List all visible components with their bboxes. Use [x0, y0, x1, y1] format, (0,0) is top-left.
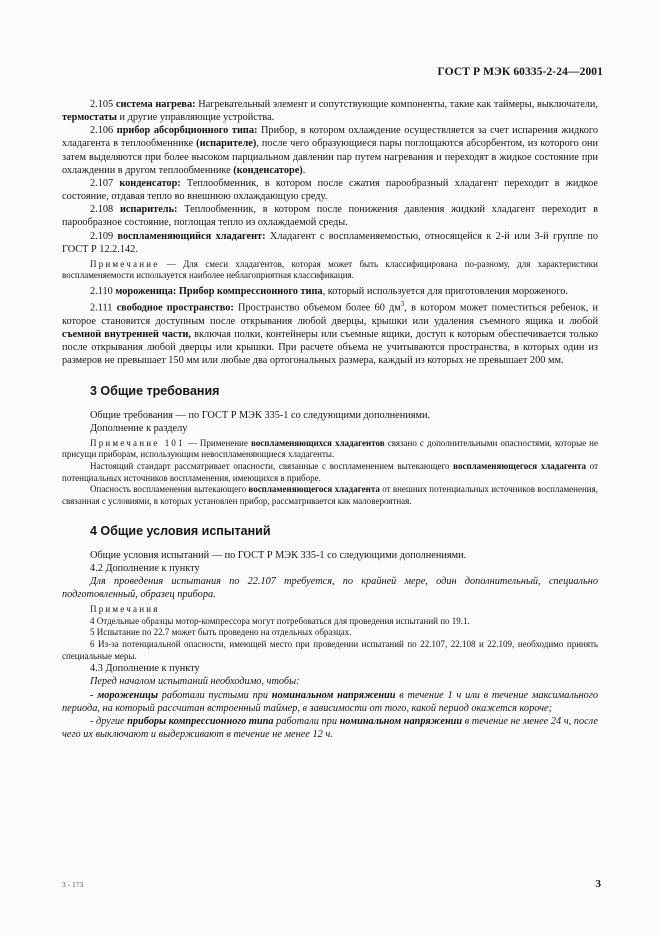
- section-3-scope-paragraph: Настоящий стандарт рассматривает опасности, связанные с воспламенением вытекающего воспламеняющегося хладагента от потенциальных источников воспламенения, имеющихся в приборе.: [62, 461, 598, 483]
- note-4: 4 Отдельные образцы мотор-компрессора могут потребоваться для проведения испытаний по 19.1.: [90, 615, 470, 626]
- section-4-heading: 4 Общие условия испытаний: [90, 524, 271, 539]
- print-mark: 3 - 173: [62, 880, 84, 889]
- section-3-addition: Дополнение к разделу: [90, 422, 188, 434]
- note-5: 5 Испытание по 22.7 может быть проведено на отдельных образцах.: [90, 627, 352, 638]
- section-3-heading: 3 Общие требования: [90, 384, 220, 399]
- definition-2-106: 2.106 прибор абсорбционного типа: Прибор, в котором охлаждение осуществляется за счет испарения жидкого хладагента в теплообменнике (испарителе), после чего образующиеся пары поглощаются абсорбентом, из которого они затем выделяются при более высоком парциальном давлении пар путем нагревания и переходят в жидкое состояние при охлаждении в другом теплообменнике (конденсаторе).: [62, 125, 599, 176]
- definition-2-111: 2.111 свободное пространство: Пространство объемом более 60 $дм^3$, в котором может поместиться ребенок, и которое становится доступным после открывания любой дверцы, крышки или удаления съемного ящика и любой съемной внутренней части, включая полки, контейнеры или съемные ящики, доступ к которым обеспечивается только после открывания любой дверцы или крышки. При расчете объема не учитываются пространства, в которых один из размеров не превышает 150 мм или любые два ортогональных размера, каждый из которых не превышает 200 мм.: [62, 300, 599, 367]
- clause-4-2: 4.2 Дополнение к пункту: [90, 562, 200, 574]
- definition-2-110: 2.110 мороженица: Прибор компрессионного типа, который используется для приготовления мороженого.: [90, 286, 568, 298]
- note-101: Примечание 101 — Применение воспламеняющихся хладагентов связано с дополнительными опасностями, которые не присущи приборам, использующим невоспламеняющиеся хладагенты.: [62, 437, 598, 460]
- notes-label: Примечания: [90, 604, 160, 615]
- definition-2-108: 2.108 испаритель: Теплообменник, в котором после понижения давления жидкий хладагент переходит в парообразное состояние, поглощая тепло из охлаждаемой среды.: [62, 204, 599, 229]
- page-header: ГОСТ Р МЭК 60335-2-24—2001: [437, 66, 603, 78]
- section-3-intro: Общие требования — по ГОСТ Р МЭК 335-1 со следующими дополнениями.: [90, 409, 431, 421]
- note-2-109: Примечание — Для смеси хладагентов, которая может быть классифицирована по-разному, для характеристики воспламеняемости используется наиболее неблагоприятная классификация.: [62, 258, 598, 281]
- page-number: 3: [595, 878, 601, 890]
- section-3-risk-paragraph: Опасность воспламенения вытекающего воспламеняющегося хладагента от внешних потенциальных источников воспламенения, связанная с условиями, в которых установлен прибор, рассматривается как маловероятная.: [62, 484, 598, 506]
- section-4-intro: Общие условия испытаний — по ГОСТ Р МЭК 335-1 со следующими дополнениями.: [90, 549, 467, 561]
- clause-4-2-text: Для проведения испытания по 22.107 требуется, по крайней мере, один дополнительный, специально подготовленный, образец прибора.: [62, 575, 598, 601]
- clause-4-3-intro: Перед началом испытаний необходимо, чтобы:: [90, 676, 300, 688]
- note-6: 6 Из-за потенциальной опасности, имеющей место при проведении испытаний по 22.107, 22.108 и 22.109, необходимо принять специальные меры.: [62, 639, 598, 661]
- clause-4-3: 4.3 Дополнение к пункту: [90, 663, 200, 675]
- clause-4-3-item-2: - другие приборы компрессионного типа работали при номинальном напряжении в течение не менее 24 ч, после чего их выключают и выдерживают в течение не менее 12 ч.: [62, 715, 598, 740]
- document-body: [62, 98, 598, 741]
- clause-4-3-item-1: - мороженицы работали пустыми при номинальном напряжении в течение 1 ч или в течение максимального периода, на который рассчитан встроенный таймер, в зависимости от того, какой период окажется короче;: [62, 689, 598, 714]
- definition-2-107: 2.107 конденсатор: Теплообменник, в котором после сжатия парообразный хладагент переходит в жидкое состояние, отдавая тепло во внешнюю охлаждающую среду.: [62, 177, 598, 203]
- definition-2-105: 2.105 система нагрева: Нагревательный элемент и сопутствующие компоненты, такие как таймеры, выключатели, термостаты и другие управляющие устройства.: [62, 99, 598, 124]
- definition-2-109: 2.109 воспламеняющийся хладагент: Хладагент с воспламеняемостью, относящейся к 2-й или 3-й группе по ГОСТ Р 12.2.142.: [62, 230, 598, 255]
